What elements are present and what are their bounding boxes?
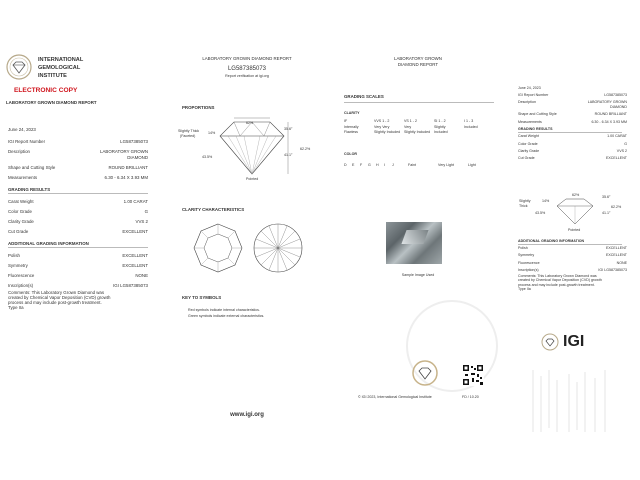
form-code: FD / 10.20 (462, 395, 479, 399)
depth-label: 62.2% (300, 147, 311, 151)
key-to-symbols-heading: KEY TO SYMBOLS (182, 295, 222, 300)
table-pct-label: 62% (246, 121, 254, 125)
org-name-line1: INTERNATIONAL (38, 57, 84, 63)
card-value2-1: DIAMOND (610, 105, 627, 109)
card-add-label-3: Inscription(s) (518, 268, 539, 273)
right-sheet (338, 0, 498, 480)
left-comment-0: Comments: This Laboratory Grown Diamond was (8, 290, 105, 295)
left-grading-results: GRADING RESULTS (8, 187, 51, 192)
card-value-0: LG587385073 (604, 93, 627, 97)
key-line-green: Green symbols indicate external characteristics. (188, 314, 265, 318)
left-comment-2: process and may include post-growth treatment. (8, 300, 102, 305)
girdle-label: Slightly Thick (178, 129, 200, 133)
left-label-0: IGI Report Number (8, 139, 46, 144)
card-culet: Pointed (568, 228, 581, 232)
left-value-1: LABORATORY GROWN (100, 149, 148, 154)
card-add-label-2: Fluorescence (518, 260, 540, 265)
clarity-characteristics-heading: CLARITY CHARACTERISTICS (182, 207, 245, 212)
left-label-1: Description (8, 149, 30, 154)
color-grade-4: H (376, 163, 379, 167)
clarity-desc-b-3: Included (434, 130, 448, 134)
left-grade-value-3: EXCELLENT (122, 229, 148, 234)
card-date: June 24, 2023 (518, 86, 541, 90)
clarity-desc-a-1: Very Very (374, 125, 390, 129)
card-label-1: Description (518, 100, 536, 105)
left-add-value-3: IGI LG587385073 (113, 283, 148, 288)
card-label-0: IGI Report Number (518, 93, 549, 97)
clarity-desc-b-0: Flawless (344, 130, 358, 134)
color-desc-1: Very Light (438, 163, 454, 167)
report-card (515, 0, 635, 480)
pavilion-depth-label: 43.5% (202, 155, 213, 159)
left-label-2: Shape and Cutting Style (8, 165, 56, 170)
right-title-line1: LABORATORY GROWN (394, 56, 442, 61)
card-add-label-0: Polish (518, 246, 528, 250)
org-name-line3: INSTITUTE (38, 73, 67, 79)
clarity-desc-a-2: Very (404, 125, 412, 129)
pavilion-plot-diagram (252, 222, 304, 274)
mid-verify-text: Report verification at igi.org (225, 74, 269, 78)
left-grade-label-2: Clarity Grade (8, 219, 34, 224)
card-comment-3: Type IIa (518, 287, 531, 292)
card-add-value-3: IGI LG587385073 (598, 268, 627, 273)
clarity-grade-3: SI 1 - 2 (434, 119, 446, 123)
card-rule-2 (518, 244, 622, 245)
clarity-desc-a-3: Slightly (434, 125, 446, 129)
left-grade-value-2: VVS 2 (135, 219, 148, 224)
card-depth: 62.2% (611, 205, 622, 209)
qr-code-icon (462, 364, 484, 386)
clarity-desc-b-1: Slightly Included (374, 130, 401, 134)
card-pavilion-angle: 41.1° (602, 211, 611, 215)
clarity-grade-0: IF (344, 119, 348, 123)
card-grade-label-3: Cut Grade (518, 156, 535, 161)
card-label-2: Shape and Cutting Style (518, 112, 557, 117)
igi-logo-text: IGI (563, 333, 585, 350)
clarity-desc-b-2: Slightly Included (404, 130, 431, 134)
left-sheet (0, 0, 165, 480)
left-grade-value-0: 1.00 CARAT (123, 199, 148, 204)
left-value-3: 6.30 - 6.34 X 3.93 MM (104, 175, 148, 180)
left-grade-value-1: G (144, 209, 148, 214)
key-line-red: Red symbols indicate internal characteristics. (188, 308, 260, 312)
card-back-fineprint (523, 360, 623, 440)
color-grade-3: G (368, 163, 371, 167)
card-crown-height: 14% (542, 199, 550, 203)
color-heading: COLOR (344, 152, 357, 156)
sample-diamond-image (386, 222, 442, 264)
color-grade-1: E (352, 163, 355, 167)
card-girdle-1: Slightly (519, 199, 531, 203)
card-crown-angle: 35.6° (602, 195, 611, 199)
clarity-grade-2: VS 1 - 2 (404, 119, 417, 123)
card-grade-value-0: 1.00 CARAT (607, 134, 627, 139)
proportions-diagram (212, 116, 292, 180)
crown-angle-label: 35.6° (284, 127, 293, 131)
color-grade-6: J (392, 163, 394, 167)
scales-rule (344, 102, 494, 103)
clarity-heading: CLARITY (344, 111, 360, 115)
card-grade-label-2: Clarity Grade (518, 149, 540, 153)
igi-logo-icon (541, 333, 559, 351)
clarity-grade-1: VVS 1 - 2 (374, 119, 390, 123)
card-comment-1: created by Chemical Vapor Deposition (CVD) growth (518, 278, 602, 283)
left-add-value-2: NONE (135, 273, 148, 278)
card-grade-value-1: G (624, 141, 627, 146)
card-value-3: 6.30 - 6.34 X 3.93 MM (591, 119, 627, 124)
card-add-value-0: EXCELLENT (606, 246, 627, 250)
left-rule-1 (8, 193, 148, 194)
card-girdle-2: Thick (519, 204, 528, 208)
faceted-label: (Faceted) (180, 134, 196, 138)
proportions-heading: PROPORTIONS (182, 105, 215, 110)
mid-report-number: LG587385073 (227, 66, 267, 72)
card-pavilion-depth: 43.5% (535, 211, 546, 215)
left-add-label-1: Symmetry (8, 263, 28, 268)
card-grade-label-0: Carat Weight (518, 134, 539, 139)
report-date: June 24, 2023 (8, 127, 36, 132)
left-add-value-1: EXCELLENT (122, 263, 148, 268)
grading-scales-heading: GRADING SCALES (344, 94, 384, 99)
left-add-label-0: Polish (8, 253, 20, 258)
card-add-value-1: EXCELLENT (606, 253, 627, 258)
left-comment-3: Type IIa (8, 305, 24, 310)
card-grade-label-1: Color Grade (518, 141, 538, 146)
card-grade-value-3: EXCELLENT (606, 156, 627, 161)
card-add-label-1: Symmetry (518, 253, 535, 258)
color-grade-2: F (360, 163, 363, 167)
left-value-0: LG587385073 (120, 139, 148, 144)
report-title: LABORATORY GROWN DIAMOND REPORT (6, 100, 97, 105)
copyright: © IGI 2023, International Gemological Institute (358, 395, 432, 399)
left-grade-label-3: Cut Grade (8, 229, 29, 234)
left-additional: ADDITIONAL GRADING INFORMATION (8, 241, 89, 246)
card-value-1: LABORATORY GROWN (587, 100, 627, 105)
clarity-desc-a-0: Internally (344, 125, 359, 129)
card-comment-0: Comments: This Laboratory Grown Diamond was (518, 273, 597, 278)
middle-sheet (172, 0, 322, 480)
card-add-value-2: NONE (616, 260, 627, 265)
electronic-copy-label: ELECTRONIC COPY (14, 87, 78, 94)
clarity-grade-4: I 1 - 3 (464, 119, 474, 123)
color-desc-0: Faint (408, 163, 416, 167)
card-rule-1 (518, 132, 622, 133)
left-add-value-0: EXCELLENT (122, 253, 148, 258)
website: www.igi.org (230, 412, 264, 418)
color-grade-5: I (384, 163, 385, 167)
card-table-pct: 62% (572, 193, 580, 197)
card-label-3: Measurements (518, 119, 542, 124)
hologram-seal-icon (412, 360, 438, 386)
card-grading-results: GRADING RESULTS (518, 127, 553, 132)
left-value-2: ROUND BRILLIANT (108, 165, 148, 170)
mid-title: LABORATORY GROWN DIAMOND REPORT (202, 56, 292, 61)
card-additional-heading: ADDITIONAL GRADING INFORMATION (518, 239, 585, 243)
left-add-label-3: Inscription(s) (8, 283, 34, 288)
left-add-label-2: Fluorescence (8, 273, 35, 278)
left-rule-2 (8, 247, 148, 248)
card-grade-value-2: VVS 2 (616, 149, 627, 153)
culet-label: Pointed (246, 177, 259, 181)
crown-plot-diagram (192, 222, 244, 274)
org-name-line2: GEMOLOGICAL (38, 65, 81, 71)
left-value2-1: DIAMOND (127, 155, 148, 160)
crown-height-label: 14% (208, 131, 216, 135)
left-grade-label-1: Color Grade (8, 209, 32, 214)
left-comment-1: created by Chemical Vapor Deposition (CVD) growth (8, 295, 111, 300)
right-title-line2: DIAMOND REPORT (397, 62, 439, 67)
clarity-desc-a-4: Included (464, 125, 478, 129)
color-grade-0: D (344, 163, 347, 167)
card-comment-2: process and may include post-growth treatment. (518, 282, 595, 287)
igi-seal-logo (6, 54, 32, 80)
left-grade-label-0: Carat Weight (8, 199, 34, 204)
color-desc-2: Light (468, 163, 476, 167)
card-value-2: ROUND BRILLIANT (594, 112, 627, 117)
left-label-3: Measurements (8, 175, 38, 180)
pavilion-angle-label: 41.1° (284, 153, 293, 157)
sample-image-caption: Sample Image Used (401, 273, 435, 277)
